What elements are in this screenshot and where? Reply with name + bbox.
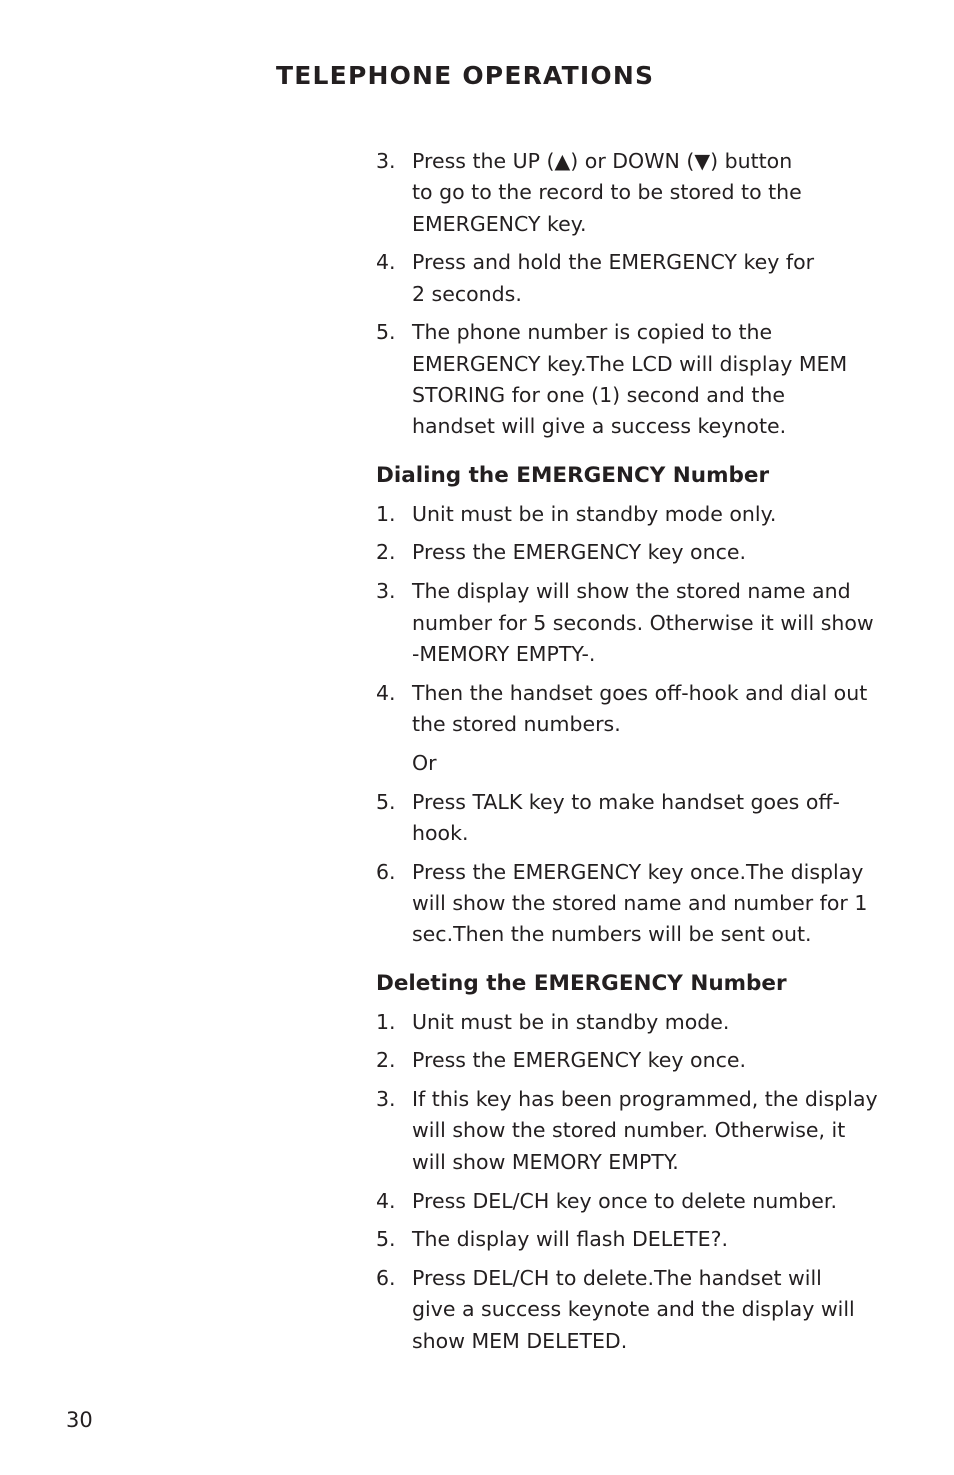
step-text: Press the UP (▲) or DOWN (▼) button to go to the record to be stored to the EMERGENCY key. bbox=[412, 149, 802, 236]
step-text: Unit must be in standby mode only. bbox=[412, 501, 777, 526]
step-number: 5. bbox=[376, 320, 396, 345]
step-number: 4. bbox=[376, 1188, 396, 1213]
list-item bbox=[376, 247, 896, 310]
step-number: 6. bbox=[376, 859, 396, 884]
step-number: 1. bbox=[376, 1009, 396, 1034]
page-number: 30 bbox=[66, 1408, 93, 1432]
step-text: Press DEL/CH to delete.The handset will give a success keynote and the display will show MEM DELETED. bbox=[412, 1266, 855, 1353]
list-item bbox=[376, 678, 896, 741]
storing-steps-list bbox=[376, 146, 896, 443]
step-text: The display will show the stored name and number for 5 seconds. Otherwise it will show -MEMORY EMPTY-. bbox=[412, 579, 874, 666]
main-content bbox=[376, 146, 896, 1365]
step-number: 2. bbox=[376, 1048, 396, 1073]
list-item bbox=[376, 317, 896, 442]
list-item bbox=[376, 1045, 896, 1076]
step-text: Press the EMERGENCY key once. bbox=[412, 540, 746, 565]
step-number: 4. bbox=[376, 680, 396, 705]
step-text: Press TALK key to make handset goes off-hook. bbox=[412, 789, 840, 845]
or-separator: Or bbox=[412, 750, 437, 775]
dialing-steps-list bbox=[376, 499, 896, 741]
step-text: The phone number is copied to the EMERGENCY key.The LCD will display MEM STORING for one (1) second and the handset will give a success keynote. bbox=[412, 320, 848, 439]
step-number: 2. bbox=[376, 540, 396, 565]
step-text: Press the EMERGENCY key once.The display will show the stored name and number for 1 sec.Then the numbers will be sent out. bbox=[412, 859, 868, 947]
step-number: 1. bbox=[376, 501, 396, 526]
list-item bbox=[376, 1224, 896, 1255]
step-number: 5. bbox=[376, 789, 396, 814]
dialing-steps-list-continued bbox=[376, 787, 896, 951]
list-item bbox=[376, 576, 896, 670]
step-number: 4. bbox=[376, 250, 396, 275]
step-text: The display will flash DELETE?. bbox=[412, 1227, 728, 1252]
step-number: 6. bbox=[376, 1266, 396, 1291]
list-item bbox=[376, 146, 896, 240]
list-item bbox=[376, 1186, 896, 1217]
page-header: TELEPHONE OPERATIONS bbox=[276, 61, 655, 90]
list-item bbox=[376, 1007, 896, 1038]
step-text: Press the EMERGENCY key once. bbox=[412, 1048, 746, 1073]
step-text: Unit must be in standby mode. bbox=[412, 1009, 730, 1034]
list-item bbox=[376, 1084, 896, 1178]
list-item bbox=[376, 537, 896, 568]
step-text: Press DEL/CH key once to delete number. bbox=[412, 1188, 837, 1213]
deleting-steps-list bbox=[376, 1007, 896, 1357]
list-item bbox=[376, 499, 896, 530]
step-number: 3. bbox=[376, 1087, 396, 1112]
step-text: Then the handset goes off-hook and dial out the stored numbers. bbox=[412, 680, 868, 736]
section-heading-deleting: Deleting the EMERGENCY Number bbox=[376, 970, 787, 996]
step-number: 5. bbox=[376, 1227, 396, 1252]
list-item bbox=[376, 787, 896, 850]
step-number: 3. bbox=[376, 579, 396, 604]
step-text: Press and hold the EMERGENCY key for 2 seconds. bbox=[412, 250, 815, 306]
section-heading-dialing: Dialing the EMERGENCY Number bbox=[376, 462, 770, 488]
step-text: If this key has been programmed, the display will show the stored number. Otherwise, it will show MEMORY EMPTY. bbox=[412, 1087, 878, 1174]
list-item bbox=[376, 1263, 896, 1357]
step-number: 3. bbox=[376, 149, 396, 173]
list-item bbox=[376, 857, 896, 951]
